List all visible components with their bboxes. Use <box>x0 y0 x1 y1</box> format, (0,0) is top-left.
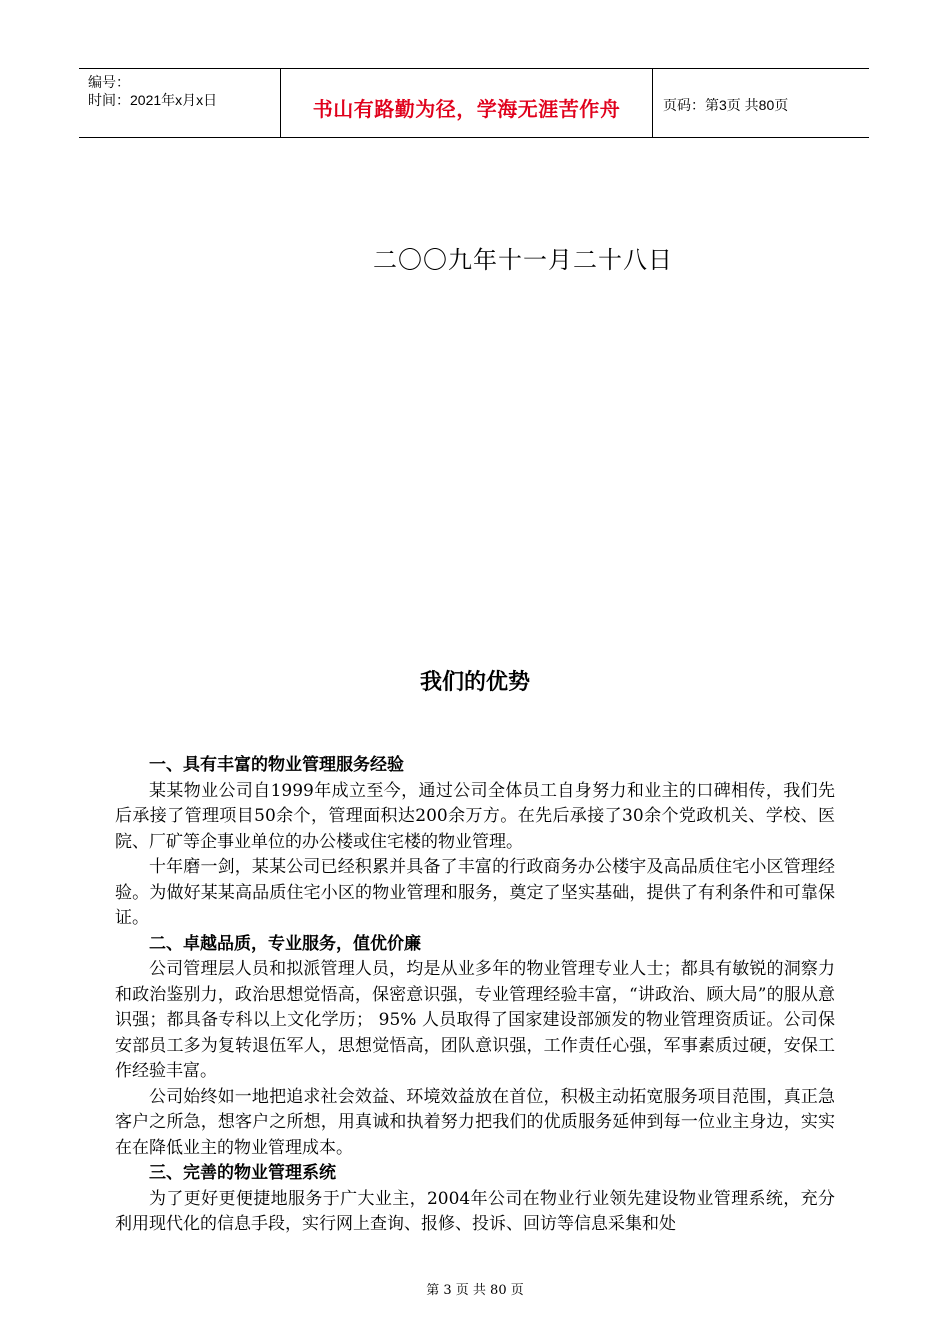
document-body <box>115 753 835 1238</box>
section-heading: 一、具有丰富的物业管理服务经验 <box>149 755 404 775</box>
paragraph: 公司管理层人员和拟派管理人员，均是从业多年的物业管理专业人士；都具有敏锐的洞察力和政治鉴别力，政治思想觉悟高，保密意识强，专业管理经验丰富，“讲政治、顾大局”的服从意识强；都具备专科以上文化学历； 95% 人员取得了国家建设部颁发的物业管理资质证。公司保安部员工多为复转退伍军人，思想觉悟高，团队意识强，工作责任心强，军事素质过硬，安保工作经验丰富。 <box>115 959 835 1081</box>
document-header <box>79 68 869 138</box>
header-left-cell <box>79 69 281 137</box>
paragraph: 为了更好更便捷地服务于广大业主，2004年公司在物业行业领先建设物业管理系统，充分利用现代化的信息手段，实行网上查询、报修、投诉、回访等信息采集和处 <box>115 1188 835 1234</box>
page-footer: 第 3 页 共 80 页 <box>426 1283 524 1298</box>
header-right-cell <box>653 69 869 137</box>
document-time-label: 时间：2021年x月x日 <box>88 92 218 108</box>
header-middle-cell <box>281 69 653 137</box>
section-heading: 三、完善的物业管理系统 <box>149 1163 336 1183</box>
section-heading: 二、卓越品质，专业服务，值优价廉 <box>149 933 421 954</box>
document-date: 二〇〇九年十一月二十八日 <box>373 246 673 274</box>
paragraph: 公司始终如一地把追求社会效益、环境效益放在首位，积极主动拓宽服务项目范围，真正急客户之所急，想客户之所想，用真诚和执着努力把我们的优质服务延伸到每一位业主身边，实实在在降低业主的物业管理成本。 <box>115 1086 835 1158</box>
header-page-info: 页码：第3页 共80页 <box>663 97 789 113</box>
paragraph: 十年磨一剑，某某公司已经积累并具备了丰富的行政商务办公楼宇及高品质住宅小区管理经验。为做好某某高品质住宅小区的物业管理和服务，奠定了坚实基础，提供了有利条件和可靠保证。 <box>115 857 835 928</box>
page-title: 我们的优势 <box>419 670 530 695</box>
document-number-label: 编号： <box>88 74 130 90</box>
paragraph: 某某物业公司自1999年成立至今，通过公司全体员工自身努力和业主的口碑相传，我们先后承接了管理项目50余个，管理面积达200余万方。在先后承接了30余个党政机关、学校、医院、厂矿等企事业单位的办公楼或住宅楼的物业管理。 <box>115 780 835 852</box>
header-motto: 书山有路勤为径，学海无涯苦作舟 <box>312 97 621 121</box>
